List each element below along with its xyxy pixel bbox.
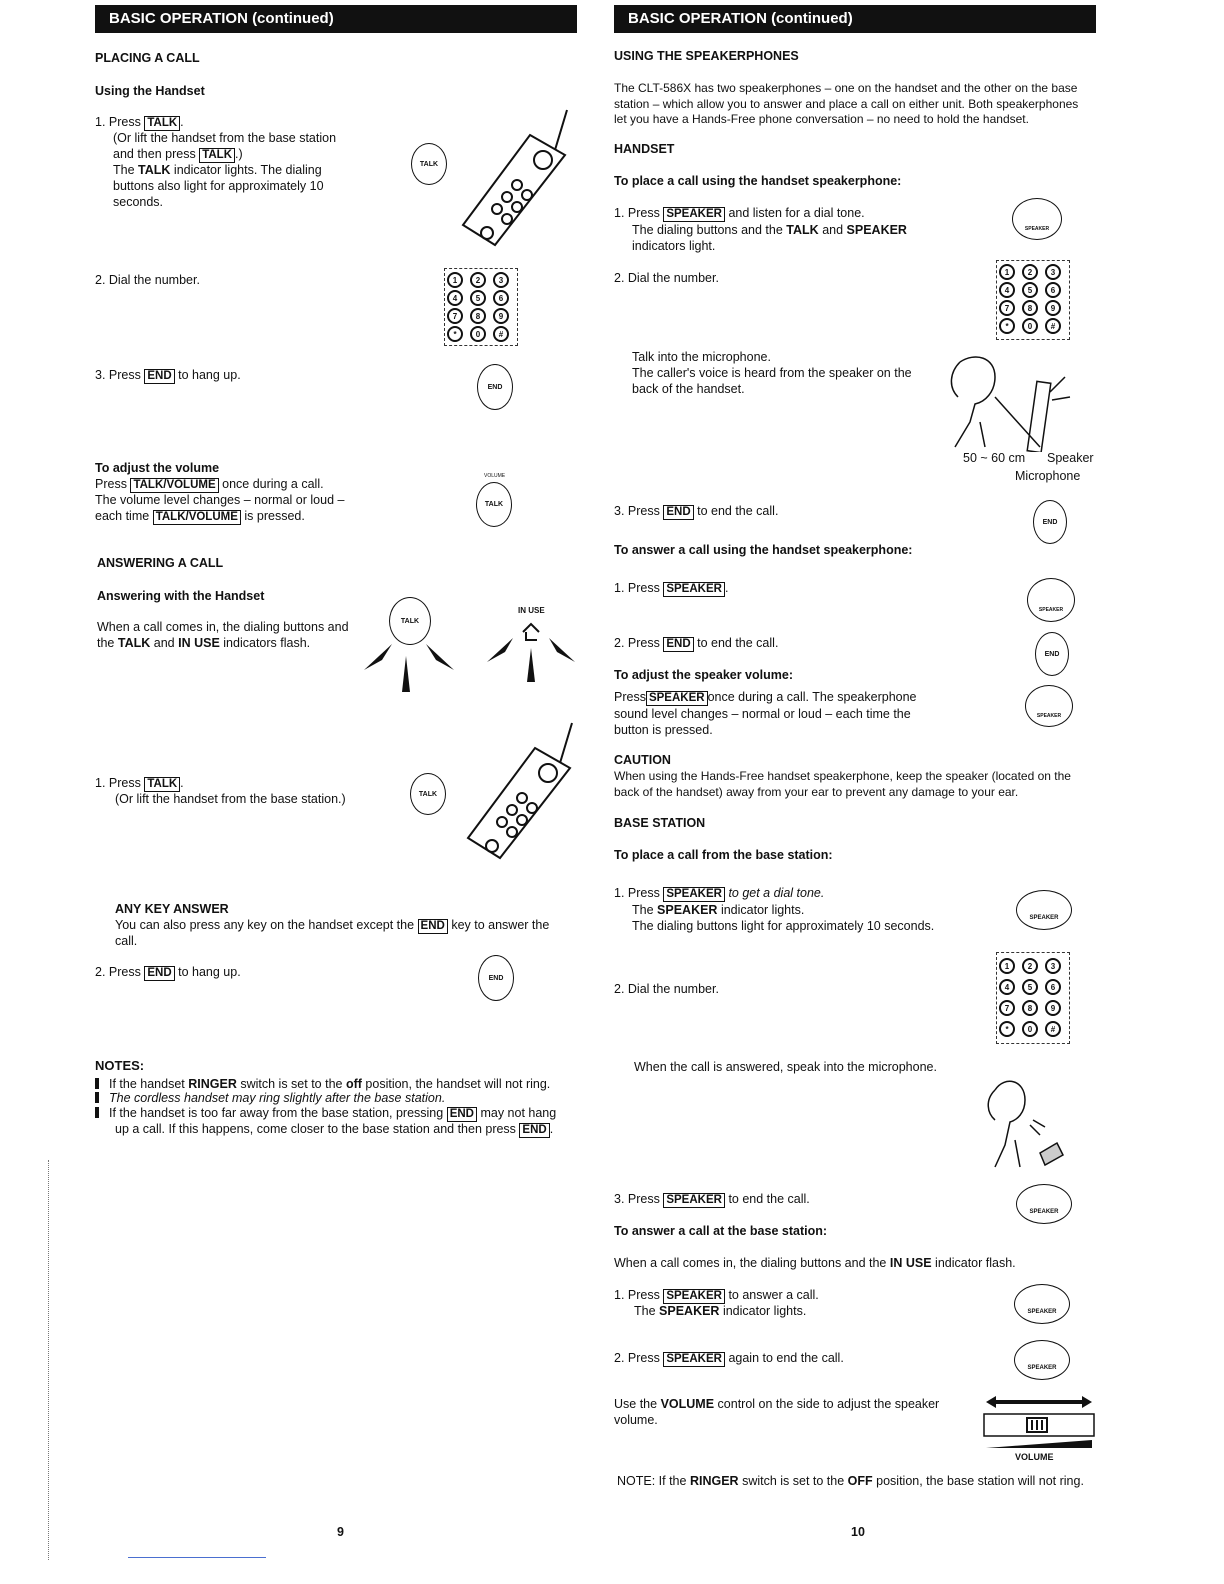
end-button-icon: END: [477, 364, 513, 410]
b3-line: 3. Press SPEAKER to end the call.: [614, 1192, 810, 1206]
end-key: END: [519, 1123, 549, 1138]
keypad-key: 0: [1022, 318, 1038, 334]
vol-line1: Use the VOLUME control on the side to adjust the speaker: [614, 1397, 940, 1411]
c1-line1: 1. Press SPEAKER to answer a call.: [614, 1288, 819, 1302]
end-key: END: [144, 966, 174, 981]
keypad-key: 7: [999, 300, 1015, 316]
in-use-arrows-icon: [485, 620, 580, 685]
handset-icon: [455, 105, 580, 253]
b1-line2: The SPEAKER indicator lights.: [632, 903, 805, 917]
keypad-key: 7: [447, 308, 463, 324]
base-station-title: BASE STATION: [614, 816, 706, 830]
end-key: END: [663, 637, 693, 652]
step2-text: 2. Dial the number.: [95, 273, 200, 287]
step3-line: 3. Press END to hang up.: [95, 368, 241, 382]
answer-handset-title: To answer a call using the handset speakerphone:: [614, 543, 913, 557]
keypad-key: 6: [493, 290, 509, 306]
talk-key: TALK: [199, 148, 235, 163]
talk-into-text: Talk into the microphone.: [632, 350, 771, 364]
keypad-key: 7: [999, 1000, 1015, 1016]
speaker-key: SPEAKER: [646, 691, 708, 706]
volume-slider-icon: [982, 1394, 1097, 1452]
notes-title: NOTES:: [95, 1058, 145, 1073]
b1-line1: 1. Press SPEAKER to get a dial tone.: [614, 886, 825, 900]
adj-line2: sound level changes – normal or loud – each time the: [614, 707, 911, 721]
a1-line: 1. Press SPEAKER .: [614, 581, 729, 595]
end-key: END: [418, 919, 448, 934]
step1-line4: The TALK indicator lights. The dialing: [113, 163, 322, 177]
page-number-right: 10: [851, 1525, 865, 1539]
handset-title: HANDSET: [614, 142, 675, 156]
keypad-key: 3: [493, 272, 509, 288]
keypad-key: 1: [999, 958, 1015, 974]
keypad-key: 9: [1045, 1000, 1061, 1016]
speaker-key: SPEAKER: [663, 207, 725, 222]
keypad-key: 4: [999, 282, 1015, 298]
ans-step1-line1: 1. Press TALK .: [95, 776, 184, 790]
end-button-icon-3: END: [1033, 500, 1067, 544]
base-speaker-button-icon-2: SPEAKER: [1016, 1184, 1072, 1224]
callers-voice-text: The caller's voice is heard from the speaker on the: [632, 366, 912, 380]
speaker-key: SPEAKER: [663, 1193, 725, 1208]
keypad-key: 6: [1045, 282, 1061, 298]
answering-call-title: ANSWERING A CALL: [97, 556, 224, 570]
speaker-button-icon: SPEAKER: [1012, 198, 1062, 240]
answering-handset-title: Answering with the Handset: [97, 589, 265, 603]
keypad-key: 5: [1022, 282, 1038, 298]
talk-key: TALK: [144, 777, 180, 792]
step1-line1: 1. Press TALK .: [95, 115, 184, 129]
distance-label: 50 ~ 60 cm: [963, 451, 1026, 465]
note-1: If the handset RINGER switch is set to the off position, the handset will not ring.: [95, 1076, 550, 1092]
base-answer-line: When a call comes in, the dialing buttons and the IN USE indicator flash.: [614, 1256, 1016, 1270]
talk-volume-button-icon: TALK: [476, 482, 512, 527]
using-handset-title: Using the Handset: [95, 84, 205, 98]
keypad-key: 5: [1022, 979, 1038, 995]
scan-margin-line: [48, 1160, 50, 1560]
speaker-label: Speaker: [1047, 451, 1094, 465]
step1-line6: seconds.: [113, 195, 164, 209]
step1-line3: and then press TALK .): [113, 147, 243, 161]
keypad-key: 9: [493, 308, 509, 324]
end-key: END: [663, 505, 693, 520]
person-handset-illustration: [940, 352, 1080, 452]
adj-line1: Press SPEAKER once during a call. The speakerphone: [614, 690, 917, 704]
speaker-key: SPEAKER: [663, 582, 725, 597]
keypad-key: 2: [1022, 264, 1038, 280]
any-key-line1: You can also press any key on the handset except the END key to answer the: [115, 918, 550, 932]
keypad-key: #: [1045, 1021, 1061, 1037]
keypad-key: 2: [470, 272, 486, 288]
volume-label: VOLUME: [1015, 1452, 1054, 1462]
answering-text1: When a call comes in, the dialing buttons and: [97, 620, 349, 634]
intro-line1: The CLT-586X has two speakerphones – one on the handset and the other on the base: [614, 81, 1078, 95]
c1-line2: The SPEAKER indicator lights.: [634, 1304, 807, 1318]
intro-line3: let you have a Hands-Free phone conversation – no need to hold the handset.: [614, 112, 1029, 126]
talk-volume-key: TALK/VOLUME: [130, 478, 218, 493]
handset-icon-2: [460, 718, 585, 866]
back-of-handset-text: back of the handset.: [632, 382, 745, 396]
keypad-key: 0: [1022, 1021, 1038, 1037]
placing-call-title: PLACING A CALL: [95, 51, 200, 65]
keypad-key: 8: [1022, 300, 1038, 316]
base-place-title: To place a call from the base station:: [614, 848, 833, 862]
ans-step2-line: 2. Press END to hang up.: [95, 965, 241, 979]
keypad-key: 0: [470, 326, 486, 342]
adjust-line1: Press TALK/VOLUME once during a call.: [95, 477, 324, 491]
c2-line: 2. Press SPEAKER again to end the call.: [614, 1351, 844, 1365]
base-note: NOTE: If the RINGER switch is set to the OFF position, the base station will not ring.: [617, 1474, 1084, 1488]
talk-key: TALK: [144, 116, 180, 131]
keypad-key: 3: [1045, 958, 1061, 974]
adjust-line2: The volume level changes – normal or loud –: [95, 493, 345, 507]
talk-flash-button-icon: TALK: [389, 597, 431, 645]
any-key-answer-title: ANY KEY ANSWER: [115, 902, 229, 916]
talk-button-icon-2: TALK: [410, 773, 446, 815]
talk-volume-key: TALK/VOLUME: [153, 510, 241, 525]
any-key-line2: call.: [115, 934, 138, 948]
caution-line2: back of the handset) away from your ear to prevent any damage to your ear.: [614, 785, 1019, 799]
speaker-button-icon-3: SPEAKER: [1025, 685, 1073, 727]
note-2: The cordless handset may ring slightly after the base station.: [95, 1090, 445, 1106]
a2-line: 2. Press END to end the call.: [614, 636, 779, 650]
keypad-key: 4: [999, 979, 1015, 995]
keypad-key: 2: [1022, 958, 1038, 974]
end-key: END: [144, 369, 174, 384]
step1-line5: buttons also light for approximately 10: [113, 179, 324, 193]
flash-arrows-icon: [362, 630, 457, 695]
p3-line: 3. Press END to end the call.: [614, 504, 779, 518]
adjust-line3: each time TALK/VOLUME is pressed.: [95, 509, 305, 523]
step1-line2: (Or lift the handset from the base station: [113, 131, 337, 145]
keypad-key: 5: [470, 290, 486, 306]
answering-text2: the TALK and IN USE indicators flash.: [97, 636, 311, 650]
keypad-key: 3: [1045, 264, 1061, 280]
vol-line2: volume.: [614, 1413, 658, 1427]
keypad-key: 8: [1022, 1000, 1038, 1016]
place-call-handset-title: To place a call using the handset speakerphone:: [614, 174, 902, 188]
note-3: If the handset is too far away from the base station, pressing END may not hang: [95, 1105, 556, 1122]
in-use-label: IN USE: [518, 606, 545, 615]
caution-line1: When using the Hands-Free handset speakerphone, keep the speaker (located on the: [614, 769, 1071, 783]
keypad-key: 6: [1045, 979, 1061, 995]
speakerphones-title: USING THE SPEAKERPHONES: [614, 49, 799, 63]
b-answered-text: When the call is answered, speak into the microphone.: [634, 1060, 937, 1074]
microphone-label: Microphone: [1015, 469, 1081, 483]
keypad-key: #: [1045, 318, 1061, 334]
end-button-icon-2: END: [478, 955, 514, 1001]
keypad-key: *: [999, 318, 1015, 334]
keypad-key: 4: [447, 290, 463, 306]
b1-line3: The dialing buttons light for approximately 10 seconds.: [632, 919, 935, 933]
end-key: END: [447, 1107, 477, 1122]
speaker-key: SPEAKER: [663, 1289, 725, 1304]
base-speaker-button-icon-3: SPEAKER: [1014, 1284, 1070, 1324]
keypad-key: 8: [470, 308, 486, 324]
p1-line2: The dialing buttons and the TALK and SPEAKER: [632, 223, 907, 237]
p1-line1: 1. Press SPEAKER and listen for a dial tone.: [614, 206, 865, 220]
keypad-key: 9: [1045, 300, 1061, 316]
right-header: BASIC OPERATION (continued): [614, 5, 1096, 33]
base-speaker-button-icon: SPEAKER: [1016, 890, 1072, 930]
b2-text: 2. Dial the number.: [614, 982, 719, 996]
talk-button-icon: TALK: [411, 143, 447, 185]
keypad-key: *: [999, 1021, 1015, 1037]
adjust-speaker-title: To adjust the speaker volume:: [614, 668, 793, 682]
intro-line2: station – which allow you to answer and place a call on either unit. Both speakerphones: [614, 97, 1079, 111]
end-button-icon-4: END: [1035, 632, 1069, 676]
keypad-key: 1: [447, 272, 463, 288]
base-answer-title: To answer a call at the base station:: [614, 1224, 828, 1238]
p1-line3: indicators light.: [632, 239, 716, 253]
ans-step1-line2: (Or lift the handset from the base station.): [115, 792, 346, 806]
speaker-button-icon-2: SPEAKER: [1027, 578, 1075, 622]
page-number-left: 9: [337, 1525, 344, 1539]
speaker-key: SPEAKER: [663, 1352, 725, 1367]
speaker-key: SPEAKER: [663, 887, 725, 902]
keypad-key: *: [447, 326, 463, 342]
keypad-key: #: [493, 326, 509, 342]
scan-link-underline: [128, 1557, 266, 1558]
person-base-illustration: [985, 1075, 1065, 1170]
left-header: BASIC OPERATION (continued): [95, 5, 577, 33]
volume-small-label: VOLUME: [484, 473, 506, 479]
keypad-key: 1: [999, 264, 1015, 280]
note-3-cont: up a call. If this happens, come closer to the base station and then press END .: [115, 1122, 554, 1136]
adjust-volume-title: To adjust the volume: [95, 461, 220, 475]
base-speaker-button-icon-4: SPEAKER: [1014, 1340, 1070, 1380]
adj-line3: button is pressed.: [614, 723, 713, 737]
caution-title: CAUTION: [614, 753, 671, 767]
p2-text: 2. Dial the number.: [614, 271, 719, 285]
